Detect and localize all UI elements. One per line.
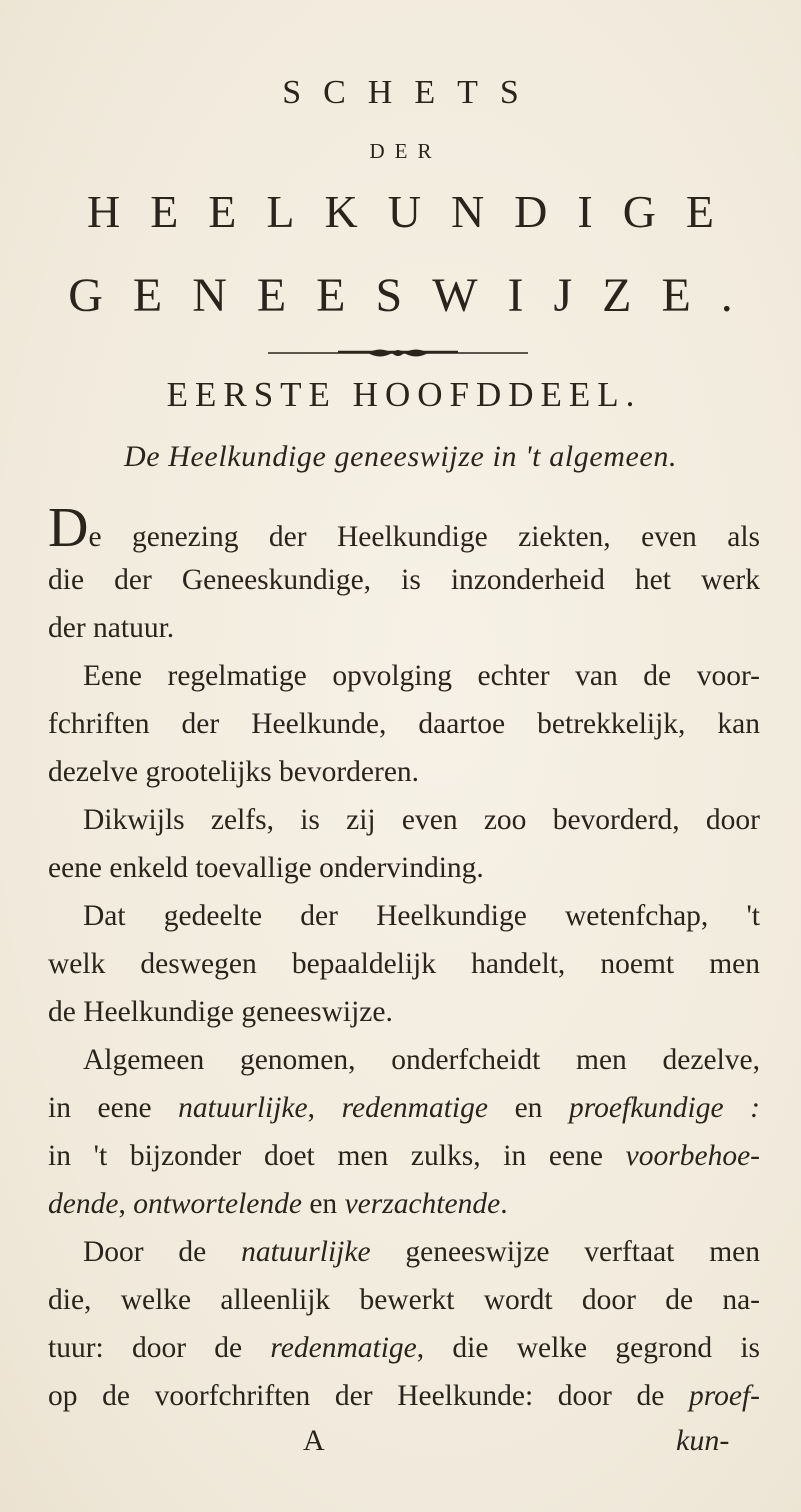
text-segment: ,	[307, 1092, 342, 1124]
text-segment: Door de	[83, 1236, 242, 1268]
text-segment: in 't bijzonder doet men zulks, in eene	[48, 1140, 626, 1172]
text-segment: en	[301, 1188, 345, 1220]
italic-term: ontwortelende	[133, 1188, 302, 1220]
text-line	[48, 1132, 760, 1180]
catchword: kun-	[676, 1424, 730, 1457]
text-segment: geneeswijze verftaat men	[370, 1236, 760, 1268]
text-line	[48, 1036, 760, 1084]
text-line	[48, 497, 760, 559]
italic-term: voorbehoe-	[625, 1140, 760, 1172]
text-segment: e genezing der Heelkundige ziekten, even als	[88, 521, 760, 553]
text-segment: , die welke gegrond is	[416, 1332, 760, 1364]
text-line	[48, 1324, 760, 1372]
text-line	[48, 1372, 760, 1420]
italic-term: proefkundige :	[569, 1092, 761, 1124]
italic-term: redenmatige	[341, 1092, 488, 1124]
ornamental-rule	[268, 346, 528, 360]
text-segment: dezelve grootelijks bevorderen.	[48, 756, 420, 788]
chapter-heading: EERSTE HOOFDDEEL.	[166, 375, 642, 414]
page-footer	[0, 1424, 801, 1472]
text-line	[48, 1228, 760, 1276]
chapter-subtitle: De Heelkundige geneeswijze in 't algemeen.	[123, 440, 678, 473]
text-segment: .	[500, 1188, 508, 1220]
title-line-der: DER	[369, 139, 442, 163]
text-segment: fchriften der Heelkunde, daartoe betrekkelijk, kan	[48, 708, 760, 740]
text-segment: Dikwijls zelfs, is zij even zoo bevorderd, door	[83, 804, 760, 836]
text-line	[48, 940, 760, 988]
text-segment: die der Geneeskundige, is inzonderheid het werk	[48, 564, 760, 596]
text-segment: welk deswegen bepaaldelijk handelt, noemt men	[48, 948, 760, 980]
italic-term: proef-	[689, 1380, 760, 1412]
text-segment: Algemeen genomen, onderfcheidt men dezelve,	[83, 1044, 760, 1076]
italic-term: redenmatige	[270, 1332, 417, 1364]
signature-mark: A	[303, 1424, 325, 1457]
text-segment: der natuur.	[48, 612, 175, 644]
text-segment: tuur: door de	[48, 1332, 271, 1364]
text-line	[48, 1084, 760, 1132]
text-segment: en	[487, 1092, 570, 1124]
body-text	[48, 497, 761, 1420]
text-segment: de Heelkundige geneeswijze.	[48, 996, 393, 1028]
initial-capital: D	[48, 497, 89, 559]
title-line-geneeswijze: GENEESWIJZE.	[68, 269, 763, 322]
title-line-schets: SCHETS	[282, 74, 541, 111]
text-line	[48, 652, 760, 700]
text-line	[48, 1276, 760, 1324]
title-line-heelkundige: HEELKUNDIGE	[86, 186, 745, 237]
text-segment: Dat gedeelte der Heelkundige wetenfchap, 't	[83, 900, 760, 932]
text-line	[48, 700, 760, 748]
italic-term: natuurlijke	[178, 1092, 308, 1124]
italic-term: dende	[48, 1188, 119, 1220]
text-line	[48, 844, 760, 892]
text-segment: op de voorfchriften der Heelkunde: door de	[48, 1380, 689, 1412]
text-line	[48, 796, 760, 844]
text-line	[48, 748, 760, 796]
italic-term: verzachtende	[344, 1188, 501, 1220]
text-line	[48, 988, 760, 1036]
text-segment: eene enkeld toevallige ondervinding.	[48, 852, 484, 884]
text-line	[48, 604, 760, 652]
text-line	[48, 556, 760, 604]
text-segment: in eene	[48, 1092, 179, 1124]
italic-term: natuurlijke	[241, 1236, 371, 1268]
text-segment: ,	[118, 1188, 134, 1220]
text-segment: Eene regelmatige opvolging echter van de voor-	[83, 660, 760, 692]
text-line	[48, 892, 760, 940]
text-segment: die, welke alleenlijk bewerkt wordt door de na-	[48, 1284, 760, 1316]
text-line	[48, 1180, 760, 1228]
